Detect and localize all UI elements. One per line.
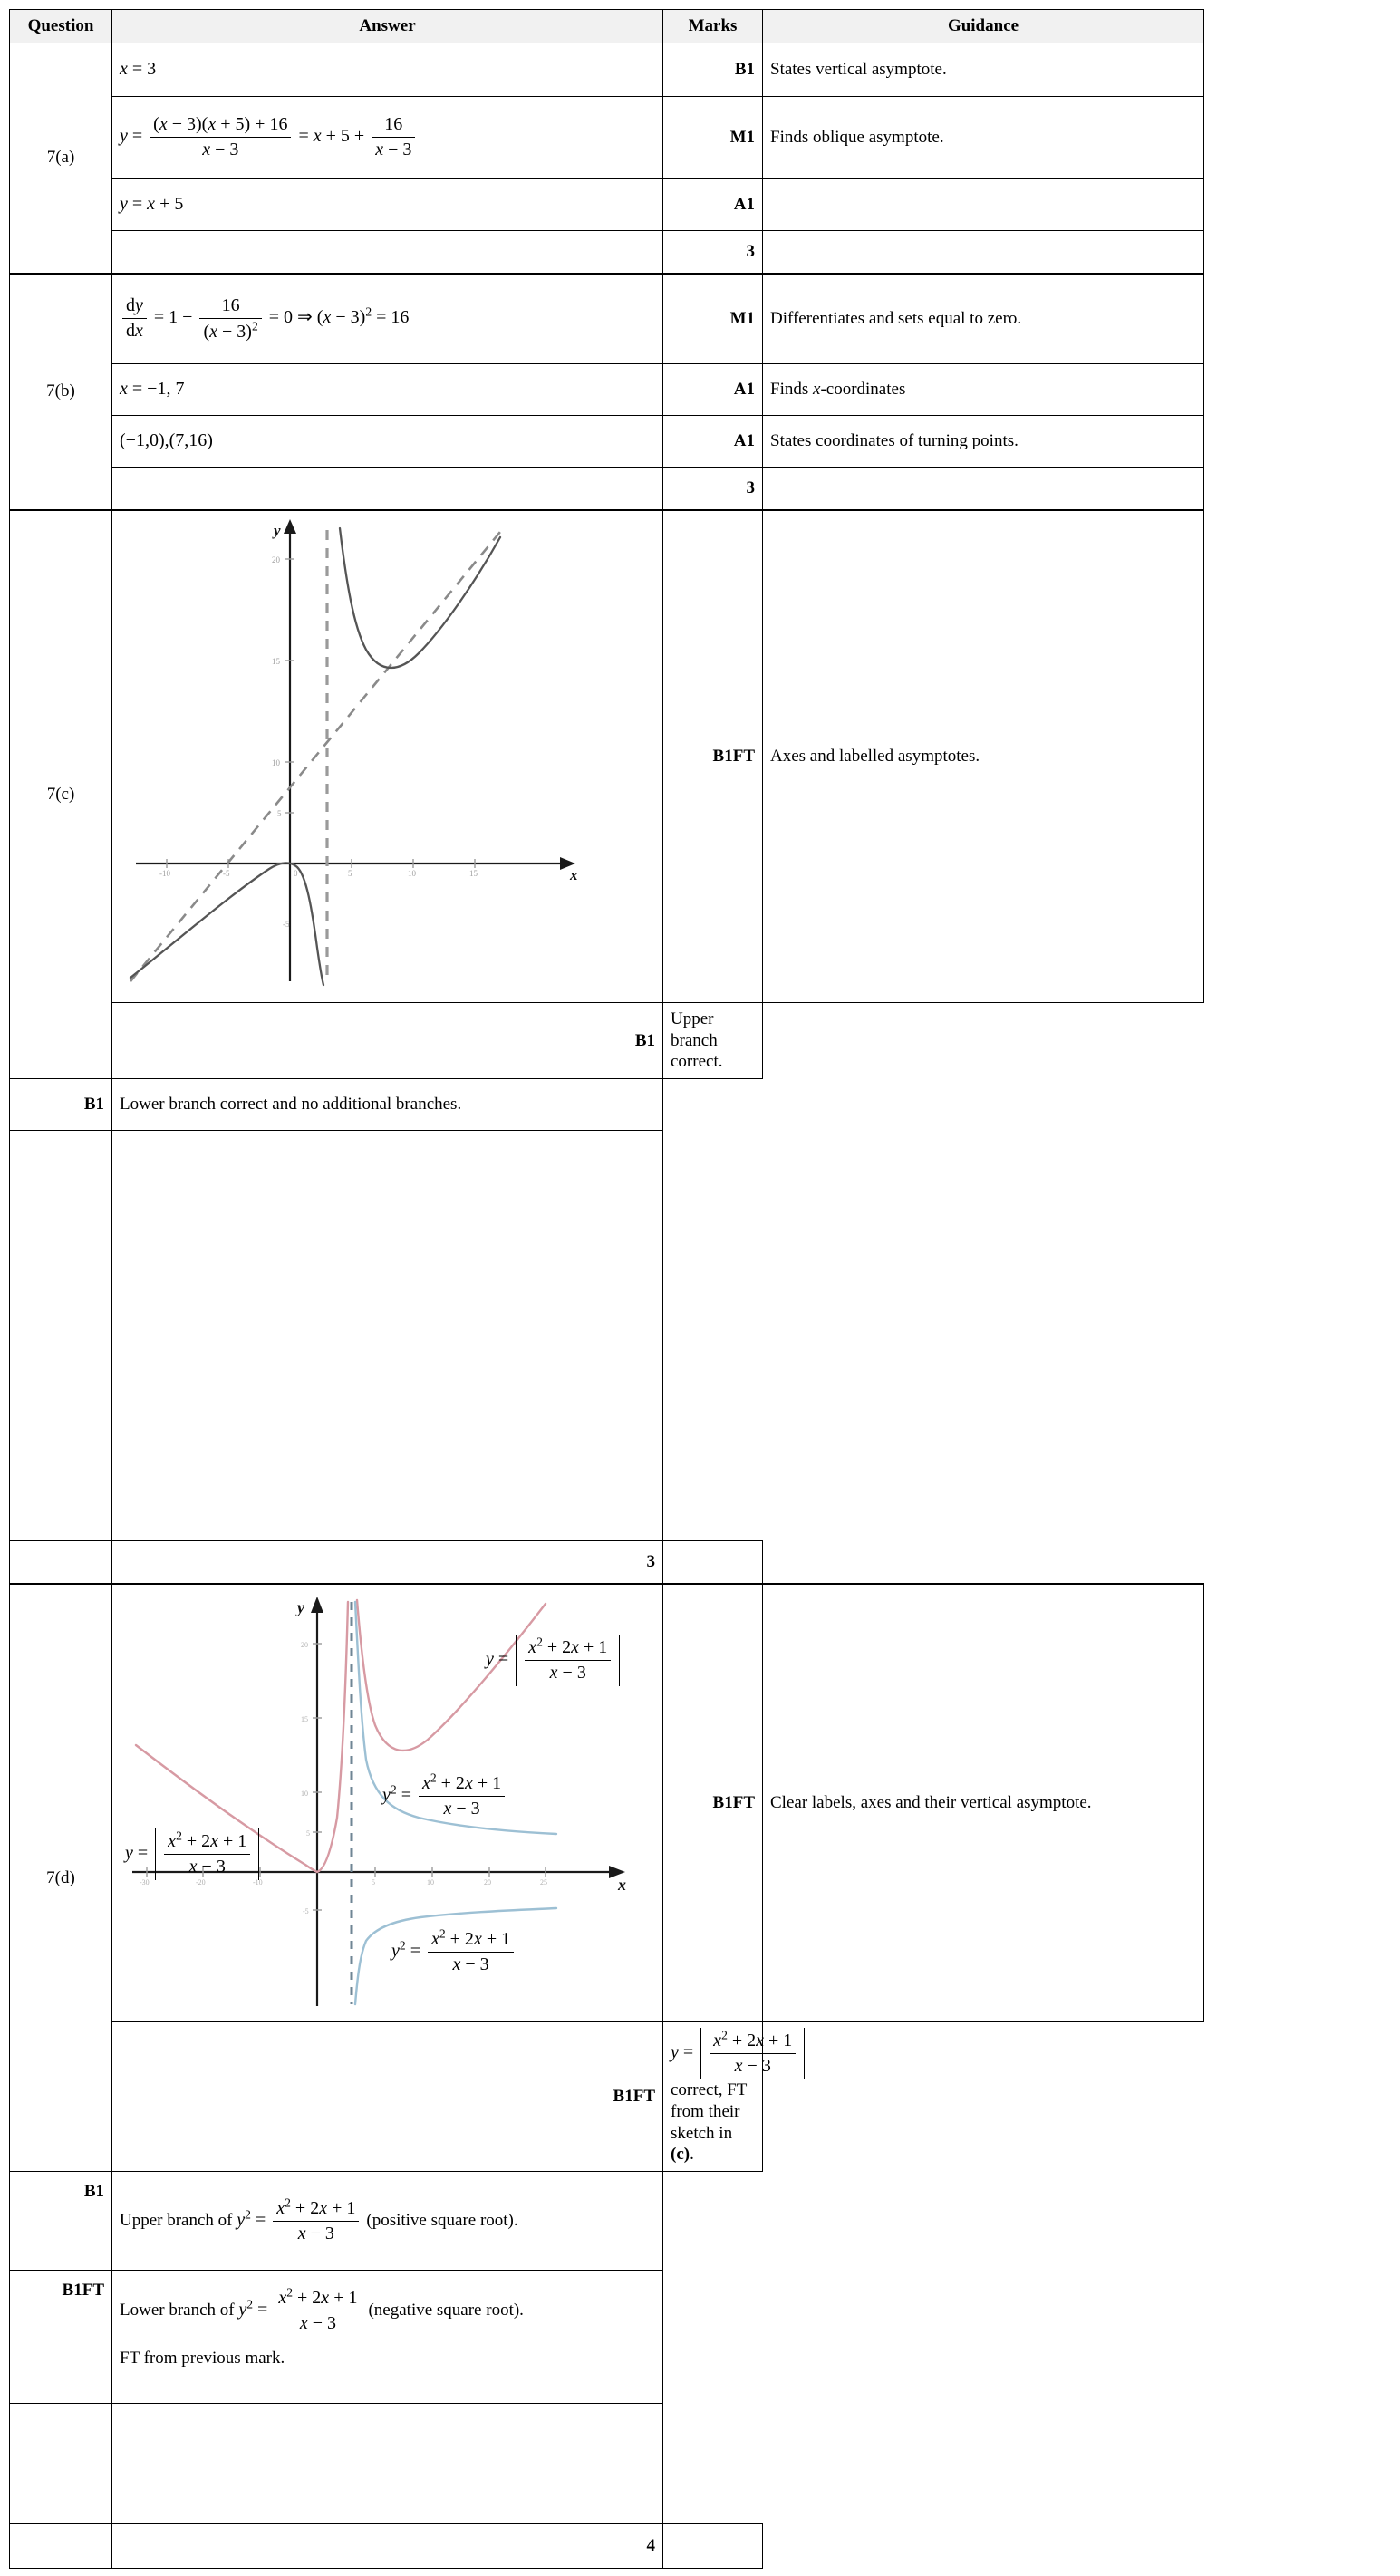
answer-7b-3 [112, 415, 663, 467]
guidance-7d-4-suffix: (negative square root). [368, 2301, 524, 2320]
mark-7a-3: A1 [663, 178, 763, 230]
table-row [10, 1584, 1204, 2022]
svg-text:x: x [618, 1876, 626, 1894]
svg-text:10: 10 [427, 1878, 434, 1886]
math-turning-points: (−1,0),(7,16) [120, 430, 213, 451]
mark-7b-1: M1 [663, 274, 763, 364]
mark-7a-1: B1 [663, 43, 763, 96]
guidance-7d-4-line2: FT from previous mark. [120, 2349, 285, 2368]
graph-d-label-sq-lower: $y^2$ = $\frac{x^2 + 2x + 1}{x - 3}$ [391, 1928, 517, 1976]
table-row [10, 415, 1204, 467]
table-row [10, 2022, 1204, 2172]
svg-text:y: y [274, 521, 281, 539]
answer-7d-graph [112, 1584, 663, 2022]
svg-text:15: 15 [301, 1715, 308, 1723]
graph-d [120, 1591, 669, 2015]
mark-7c-1: B1FT [663, 510, 763, 1003]
table-row [10, 230, 1204, 274]
math-oblique-asymptote-working: y = $\frac{(x - 3)(x + 5) + 16}{x - 3}$ = x + 5 + $\frac{16}{x - 3}$ [120, 126, 418, 146]
guidance-7d-2-end: . [690, 2145, 694, 2165]
answer-7d-blank [10, 2524, 112, 2569]
svg-text:-5: -5 [303, 1907, 309, 1915]
guidance-7c-2: Upper branch correct. [663, 1002, 763, 1078]
answer-7a-blank [112, 230, 663, 274]
table-row [10, 2404, 1204, 2524]
question-label-7a: 7(a) [10, 43, 112, 274]
guidance-7d-3-suffix: (positive square root). [366, 2210, 518, 2230]
mark-7d-1: B1FT [663, 1584, 763, 2022]
guidance-7d-filler [112, 2404, 663, 2524]
svg-text:x: x [570, 865, 578, 883]
mark-7d-filler [10, 2404, 112, 2524]
column-header-marks: Marks [663, 10, 763, 43]
column-header-question: Question [10, 10, 112, 43]
mark-7b-3: A1 [663, 415, 763, 467]
guidance-7d-2-text: correct, FT from their sketch in [671, 2080, 748, 2143]
svg-text:15: 15 [469, 868, 478, 878]
table-header-row [10, 10, 1204, 43]
math-x-equals-3: x = 3 [120, 59, 157, 80]
graph-d-label-sq-upper: $y^2$ = $\frac{x^2 + 2x + 1}{x - 3}$ [382, 1772, 507, 1820]
svg-text:10: 10 [408, 868, 416, 878]
guidance-7d-2-ref: (c) [671, 2145, 690, 2165]
italic-x: x [813, 379, 821, 399]
question-label-7c: 7(c) [10, 510, 112, 1079]
answer-7a-2 [112, 96, 663, 178]
svg-text:5: 5 [348, 868, 352, 878]
table-row [10, 1131, 1204, 1541]
answer-7a-3 [112, 178, 663, 230]
math-y-squared-expression-upper: $y^2$ = $\frac{x^2 + 2x + 1}{x - 3}$ [237, 2210, 366, 2230]
svg-text:y: y [297, 1598, 304, 1616]
mark-7c-2: B1 [112, 1002, 663, 1078]
guidance-7d-3-prefix: Upper branch of [120, 2210, 233, 2230]
table-row [10, 510, 1204, 1003]
graph-c-svg [120, 517, 669, 996]
guidance-7d-1: Clear labels, axes and their vertical asymptote. [763, 1584, 1204, 2022]
answer-7b-blank [112, 467, 663, 510]
graph-d-label-abs-left: y = $\frac{x^2 + 2x + 1}{x - 3}$ [125, 1828, 262, 1880]
table-row [10, 467, 1204, 510]
total-marks-7b: 3 [663, 467, 763, 510]
question-label-7d: 7(d) [10, 1584, 112, 2172]
guidance-7d-3 [112, 2172, 663, 2271]
table-row [10, 363, 1204, 415]
table-row [10, 178, 1204, 230]
mark-7a-2: M1 [663, 96, 763, 178]
guidance-7c-1: Axes and labelled asymptotes. [763, 510, 1204, 1003]
svg-text:10: 10 [301, 1790, 308, 1798]
math-x-roots: x = −1, 7 [120, 379, 185, 400]
guidance-7d-4-line1 [120, 2287, 655, 2335]
question-label-7b: 7(b) [10, 274, 112, 510]
svg-text:-5: -5 [223, 868, 230, 878]
answer-7b-1 [112, 274, 663, 364]
table-row [10, 1541, 1204, 1585]
svg-text:15: 15 [272, 656, 280, 666]
guidance-7c-3: Lower branch correct and no additional branches. [112, 1079, 663, 1131]
answer-7c-graph [112, 510, 663, 1003]
guidance-7a-blank [763, 230, 1204, 274]
guidance-7d-blank [663, 2524, 763, 2569]
svg-text:20: 20 [272, 555, 280, 564]
svg-text:-10: -10 [159, 868, 170, 878]
guidance-7b-2: Finds x-coordinates [763, 363, 1204, 415]
total-marks-7a: 3 [663, 230, 763, 274]
math-abs-expression: y = $\frac{x^2 + 2x + 1}{x - 3}$ [671, 2042, 807, 2062]
math-derivative-working: $\frac{dy}{dx}$ = 1 − $\frac{16}{(x - 3)^2}$ = 0 ⇒ $(x - 3)^2 = 16$ [120, 307, 409, 327]
column-header-guidance: Guidance [763, 10, 1204, 43]
graph-d-label-abs-top: y = $\frac{x^2 + 2x + 1}{x - 3}$ [486, 1635, 623, 1686]
mark-scheme-table [9, 9, 1204, 2569]
table-row [10, 2524, 1204, 2569]
svg-text:-20: -20 [196, 1878, 206, 1886]
total-marks-7c: 3 [112, 1541, 663, 1585]
svg-text:0: 0 [294, 868, 298, 878]
guidance-7c-filler [112, 1131, 663, 1541]
mark-7d-4: B1FT [10, 2271, 112, 2404]
mark-7c-3: B1 [10, 1079, 112, 1131]
graph-c [120, 517, 669, 996]
mark-7d-2: B1FT [112, 2022, 663, 2172]
mark-7c-filler [10, 1131, 112, 1541]
guidance-7d-4-prefix: Lower branch of [120, 2301, 235, 2320]
guidance-7a-3 [763, 178, 1204, 230]
svg-text:25: 25 [540, 1878, 547, 1886]
total-marks-7d: 4 [112, 2524, 663, 2569]
mark-7b-2: A1 [663, 363, 763, 415]
answer-7c-blank [10, 1541, 112, 1585]
svg-text:20: 20 [301, 1641, 308, 1649]
mark-7d-3: B1 [10, 2172, 112, 2271]
svg-text:-5: -5 [283, 919, 290, 929]
table-row [10, 2271, 1204, 2404]
guidance-7a-2: Finds oblique asymptote. [763, 96, 1204, 178]
answer-7b-2 [112, 363, 663, 415]
svg-text:5: 5 [277, 808, 282, 818]
guidance-7d-4 [112, 2271, 663, 2404]
guidance-7c-blank [663, 1541, 763, 1585]
guidance-7b-1: Differentiates and sets equal to zero. [763, 274, 1204, 364]
guidance-7b-3: States coordinates of turning points. [763, 415, 1204, 467]
guidance-7a-1: States vertical asymptote. [763, 43, 1204, 96]
table-row [10, 96, 1204, 178]
answer-7a-1 [112, 43, 663, 96]
svg-text:5: 5 [306, 1829, 310, 1838]
svg-text:10: 10 [272, 757, 280, 767]
svg-text:-10: -10 [253, 1878, 263, 1886]
guidance-7d-2 [663, 2022, 793, 2172]
table-row [10, 274, 1204, 364]
svg-text:5: 5 [372, 1878, 375, 1886]
svg-text:20: 20 [484, 1878, 491, 1886]
math-y-squared-expression-lower: $y^2$ = $\frac{x^2 + 2x + 1}{x - 3}$ [238, 2300, 368, 2320]
table-row [10, 1002, 1204, 1078]
table-row [10, 43, 1204, 96]
math-y-equals-x-plus-5: y = x + 5 [120, 194, 184, 215]
table-row [10, 2172, 1204, 2271]
svg-text:-30: -30 [140, 1878, 150, 1886]
table-row [10, 1079, 1204, 1131]
column-header-answer: Answer [112, 10, 663, 43]
guidance-7b-blank [763, 467, 1204, 510]
